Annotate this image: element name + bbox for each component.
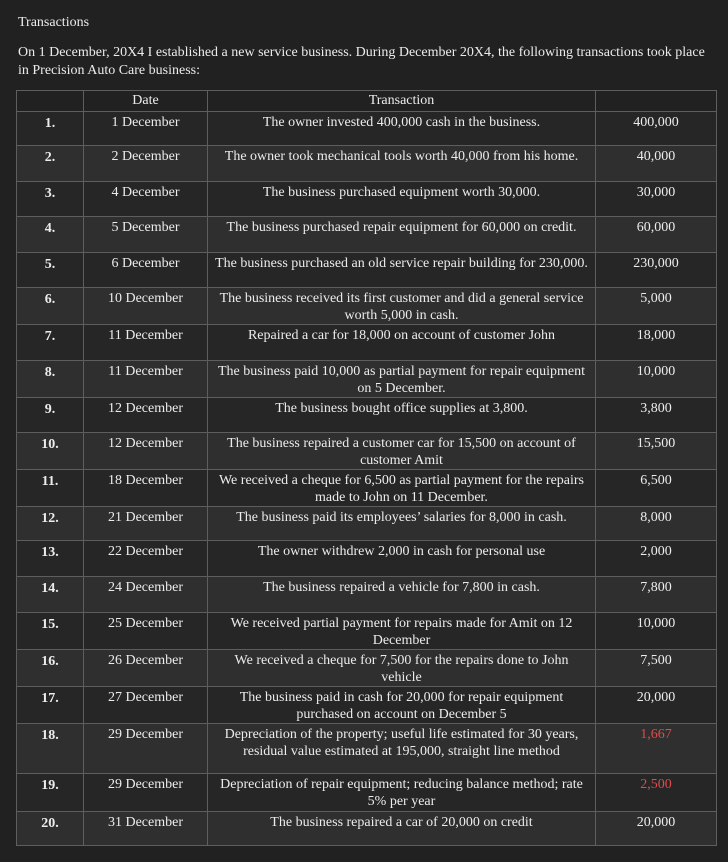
table-row	[17, 687, 717, 724]
row-amount: 30,000	[596, 182, 717, 217]
row-number: 17.	[17, 687, 84, 724]
table-row	[17, 361, 717, 398]
table-row	[17, 398, 717, 433]
header-date: Date	[84, 91, 208, 112]
row-date: 24 December	[84, 577, 208, 613]
row-number: 12.	[17, 507, 84, 541]
row-transaction: The owner took mechanical tools worth 40,000 from his home.	[208, 146, 596, 182]
table-row	[17, 433, 717, 470]
row-transaction: Repaired a car for 18,000 on account of customer John	[208, 325, 596, 361]
row-transaction: The business repaired a vehicle for 7,800 in cash.	[208, 577, 596, 613]
row-amount: 10,000	[596, 613, 717, 650]
table-row	[17, 325, 717, 361]
table-row	[17, 507, 717, 541]
row-amount: 400,000	[596, 112, 717, 146]
row-number: 6.	[17, 288, 84, 325]
row-date: 6 December	[84, 253, 208, 288]
table-row	[17, 253, 717, 288]
row-date: 21 December	[84, 507, 208, 541]
row-date: 22 December	[84, 541, 208, 577]
row-date: 2 December	[84, 146, 208, 182]
table-row	[17, 182, 717, 217]
row-amount: 20,000	[596, 812, 717, 846]
table-row	[17, 541, 717, 577]
row-date: 27 December	[84, 687, 208, 724]
row-amount: 5,000	[596, 288, 717, 325]
row-transaction: The business purchased equipment worth 30,000.	[208, 182, 596, 217]
row-number: 20.	[17, 812, 84, 846]
row-date: 4 December	[84, 182, 208, 217]
header-transaction: Transaction	[208, 91, 596, 112]
row-amount: 60,000	[596, 217, 717, 253]
row-number: 2.	[17, 146, 84, 182]
row-transaction: The business paid its employees’ salaries for 8,000 in cash.	[208, 507, 596, 541]
row-number: 14.	[17, 577, 84, 613]
table-header-row	[17, 91, 717, 112]
row-amount: 15,500	[596, 433, 717, 470]
row-number: 9.	[17, 398, 84, 433]
row-date: 25 December	[84, 613, 208, 650]
transactions-table	[16, 90, 717, 846]
row-transaction: The business repaired a car of 20,000 on credit	[208, 812, 596, 846]
table-row	[17, 774, 717, 812]
table-row	[17, 613, 717, 650]
header-amount	[596, 91, 717, 112]
row-date: 29 December	[84, 724, 208, 774]
row-number: 19.	[17, 774, 84, 812]
row-transaction: The owner invested 400,000 cash in the business.	[208, 112, 596, 146]
table-row	[17, 812, 717, 846]
page-heading: Transactions	[18, 15, 90, 30]
row-amount: 6,500	[596, 470, 717, 507]
table-row	[17, 288, 717, 325]
header-number	[17, 91, 84, 112]
row-amount: 3,800	[596, 398, 717, 433]
table-row	[17, 650, 717, 687]
row-date: 11 December	[84, 325, 208, 361]
row-transaction: We received a cheque for 6,500 as partial payment for the repairs made to John on 11 December.	[208, 470, 596, 507]
row-transaction: The owner withdrew 2,000 in cash for personal use	[208, 541, 596, 577]
row-date: 10 December	[84, 288, 208, 325]
row-date: 26 December	[84, 650, 208, 687]
row-number: 11.	[17, 470, 84, 507]
row-transaction: The business purchased an old service repair building for 230,000.	[208, 253, 596, 288]
table-row	[17, 217, 717, 253]
row-number: 18.	[17, 724, 84, 774]
row-date: 11 December	[84, 361, 208, 398]
row-amount: 2,000	[596, 541, 717, 577]
row-date: 5 December	[84, 217, 208, 253]
row-number: 1.	[17, 112, 84, 146]
row-number: 7.	[17, 325, 84, 361]
row-number: 4.	[17, 217, 84, 253]
table-row	[17, 112, 717, 146]
row-date: 12 December	[84, 433, 208, 470]
row-transaction: The business purchased repair equipment for 60,000 on credit.	[208, 217, 596, 253]
row-date: 1 December	[84, 112, 208, 146]
row-number: 13.	[17, 541, 84, 577]
row-number: 5.	[17, 253, 84, 288]
row-transaction: The business paid in cash for 20,000 for repair equipment purchased on account on December 5	[208, 687, 596, 724]
row-date: 12 December	[84, 398, 208, 433]
row-amount: 7,500	[596, 650, 717, 687]
row-number: 10.	[17, 433, 84, 470]
table-row	[17, 146, 717, 182]
row-amount: 20,000	[596, 687, 717, 724]
row-date: 18 December	[84, 470, 208, 507]
row-amount: 1,667	[596, 724, 717, 774]
row-amount: 10,000	[596, 361, 717, 398]
row-transaction: Depreciation of the property; useful life estimated for 30 years, residual value estimated at 195,000, straight line method	[208, 724, 596, 774]
row-amount: 18,000	[596, 325, 717, 361]
row-transaction: The business bought office supplies at 3,800.	[208, 398, 596, 433]
row-date: 29 December	[84, 774, 208, 812]
table-row	[17, 577, 717, 613]
row-number: 16.	[17, 650, 84, 687]
row-amount: 2,500	[596, 774, 717, 812]
table-row	[17, 724, 717, 774]
row-transaction: Depreciation of repair equipment; reducing balance method; rate 5% per year	[208, 774, 596, 812]
row-transaction: We received partial payment for repairs made for Amit on 12 December	[208, 613, 596, 650]
row-amount: 230,000	[596, 253, 717, 288]
row-transaction: The business received its first customer and did a general service worth 5,000 in cash.	[208, 288, 596, 325]
intro-paragraph: On 1 December, 20X4 I established a new service business. During December 20X4, the following transactions took place in Precision Auto Care business:	[18, 45, 705, 78]
row-amount: 8,000	[596, 507, 717, 541]
table-row	[17, 470, 717, 507]
row-date: 31 December	[84, 812, 208, 846]
row-number: 15.	[17, 613, 84, 650]
row-number: 8.	[17, 361, 84, 398]
row-transaction: The business repaired a customer car for 15,500 on account of customer Amit	[208, 433, 596, 470]
row-transaction: The business paid 10,000 as partial payment for repair equipment on 5 December.	[208, 361, 596, 398]
row-number: 3.	[17, 182, 84, 217]
row-amount: 7,800	[596, 577, 717, 613]
row-amount: 40,000	[596, 146, 717, 182]
row-transaction: We received a cheque for 7,500 for the repairs done to John vehicle	[208, 650, 596, 687]
